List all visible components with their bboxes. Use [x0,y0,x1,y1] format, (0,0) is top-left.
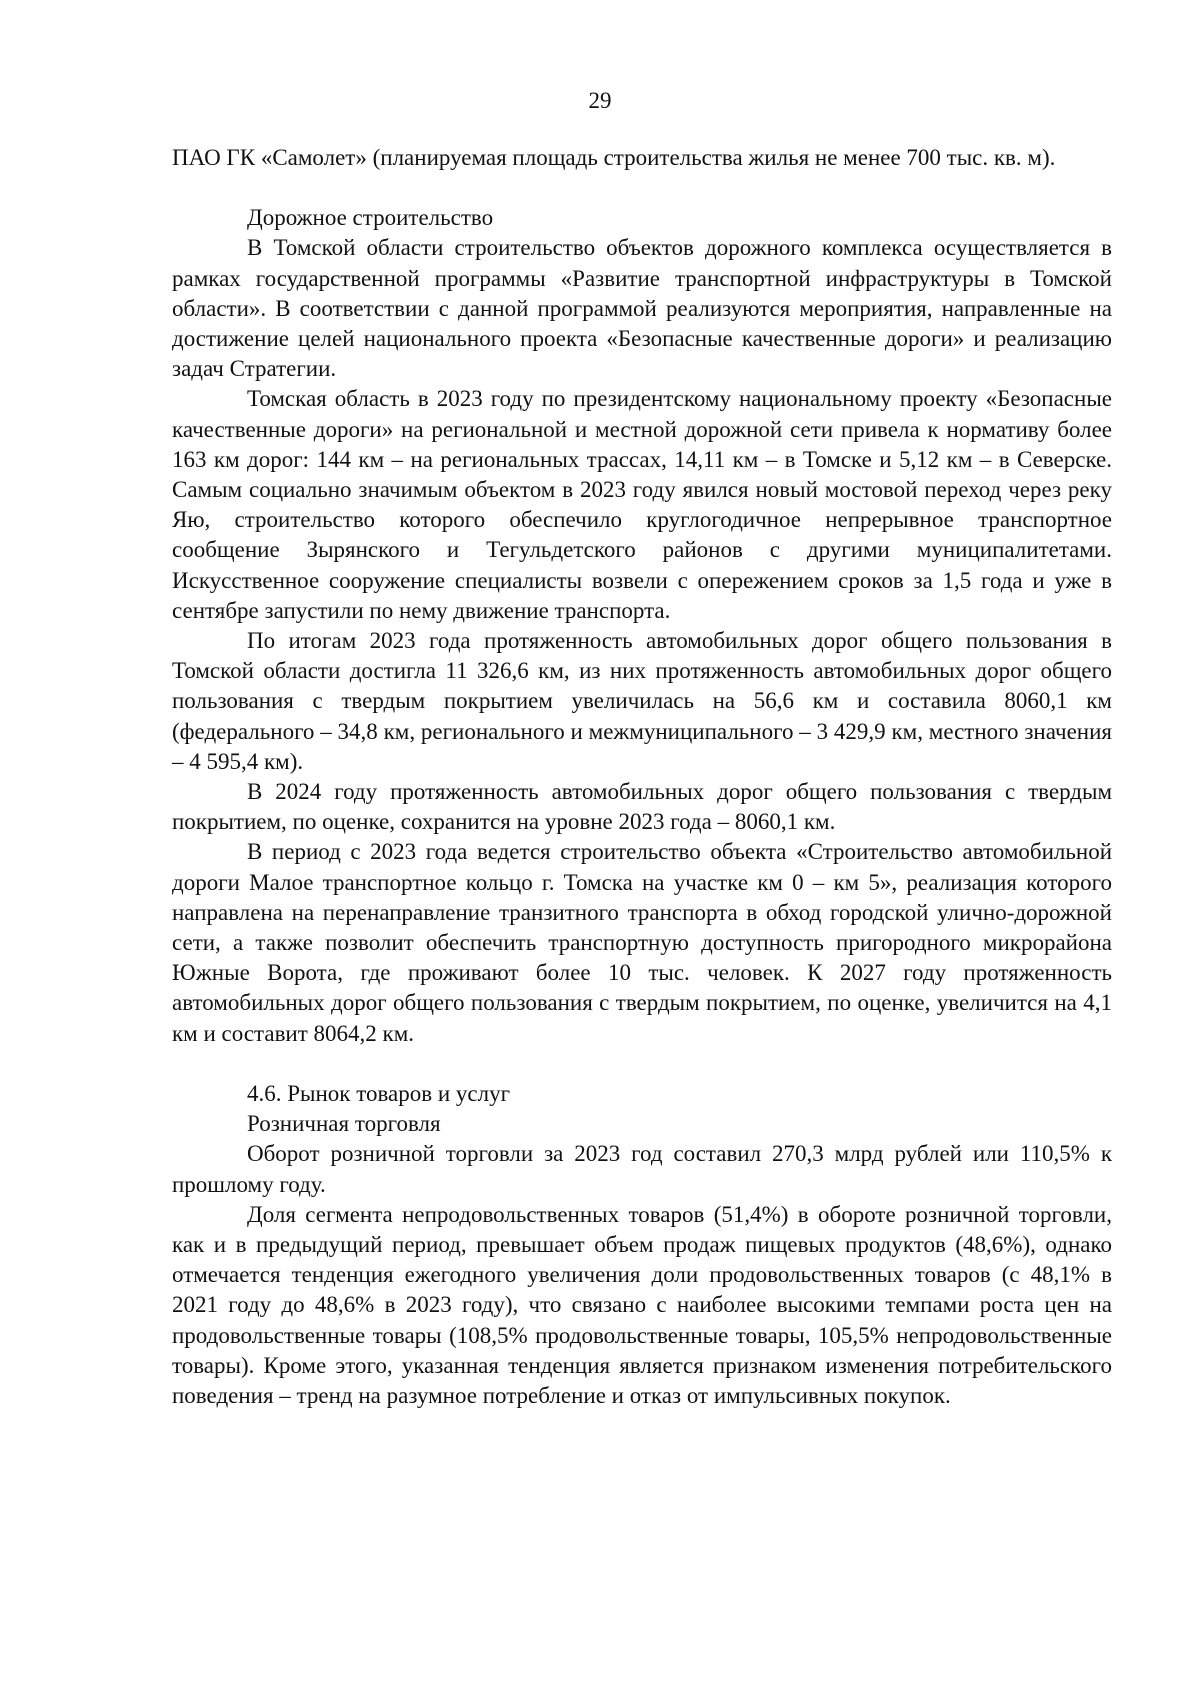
road-paragraph: Томская область в 2023 году по президентскому национальному проекту «Безопасные качественные дороги» на региональной и местной дорожной сети привела к нормативу более 163 км дорог: 144 км – на региональных трассах, 14,11 км – в Томске и 5,12 км – в Северске. Самым социально значимым объектом в 2023 году явился новый мостовой переход через реку Яю, строительство которого обеспечило круглогодичное непрерывное транспортное сообщение Зырянского и Тегульдетского районов с другими муниципалитетами. Искусственное сооружение специалисты возвели с опережением сроков за 1,5 года и уже в сентябре запустили по нему движение транспорта. [172,386,1112,623]
section-gap [172,1049,1112,1079]
road-paragraph: В период с 2023 года ведется строительство объекта «Строительство автомобильной дороги Малое транспортное кольцо г. Томска на участке км 0 – км 5», реализация которого направлена на перенаправление транзитного транспорта в обход городской улично-дорожной сети, а также позволит обеспечить транспортную доступность пригородного микрорайона Южные Ворота, где проживают более 10 тыс. человек. К 2027 году протяженность автомобильных дорог общего пользования с твердым покрытием, по оценке, увеличится на 4,1 км и составит 8064,2 км. [172,839,1112,1046]
page-number: 29 [588,88,612,113]
road-paragraph: В Томской области строительство объектов дорожного комплекса осуществляется в рамках государственной программы «Развитие транспортной инфраструктуры в Томской области». В соответствии с данной программой реализуются мероприятия, направленные на достижение целей национального проекта «Безопасные качественные дороги» и реализацию задач Стратегии. [172,235,1112,382]
market-section-heading: 4.6. Рынок товаров и услуг [247,1080,511,1106]
market-paragraph: Доля сегмента непродовольственных товаров (51,4%) в обороте розничной торговли, как и в предыдущий период, превышает объем продаж пищевых продуктов (48,6%), однако отмечается тенденция ежегодного увеличения доли продовольственных товаров (с 48,1% в 2021 году до 48,6% в 2023 году), что связано с наиболее высокими темпами роста цен на продовольственные товары (108,5% продовольственные товары, 105,5% непродовольственные товары). Кроме этого, указанная тенденция является признаком изменения потребительского поведения – тренд на разумное потребление и отказ от импульсивных покупок. [172,1201,1112,1408]
retail-subheading: Розничная торговля [247,1111,441,1137]
road-paragraph: В 2024 году протяженность автомобильных дорог общего пользования с твердым покрытием, по оценке, сохранится на уровне 2023 года – 8060,1 км. [172,779,1112,835]
section-gap [172,173,1112,203]
intro-paragraph: ПАО ГК «Самолет» (планируемая площадь строительства жилья не менее 700 тыс. кв. м). [172,145,1056,170]
page-body [172,143,1112,1411]
road-section-heading: Дорожное строительство [247,205,494,231]
road-paragraph: По итогам 2023 года протяженность автомобильных дорог общего пользования в Томской области достигла 11 326,6 км, из них протяженность автомобильных дорог общего пользования с твердым покрытием увеличилась на 56,6 км и составила 8060,1 км (федерального – 34,8 км, регионального и межмуниципального – 3 429,9 км, местного значения – 4 595,4 км). [172,628,1112,774]
market-paragraph: Оборот розничной торговли за 2023 год составил 270,3 млрд рублей или 110,5% к прошлому году. [172,1141,1112,1197]
